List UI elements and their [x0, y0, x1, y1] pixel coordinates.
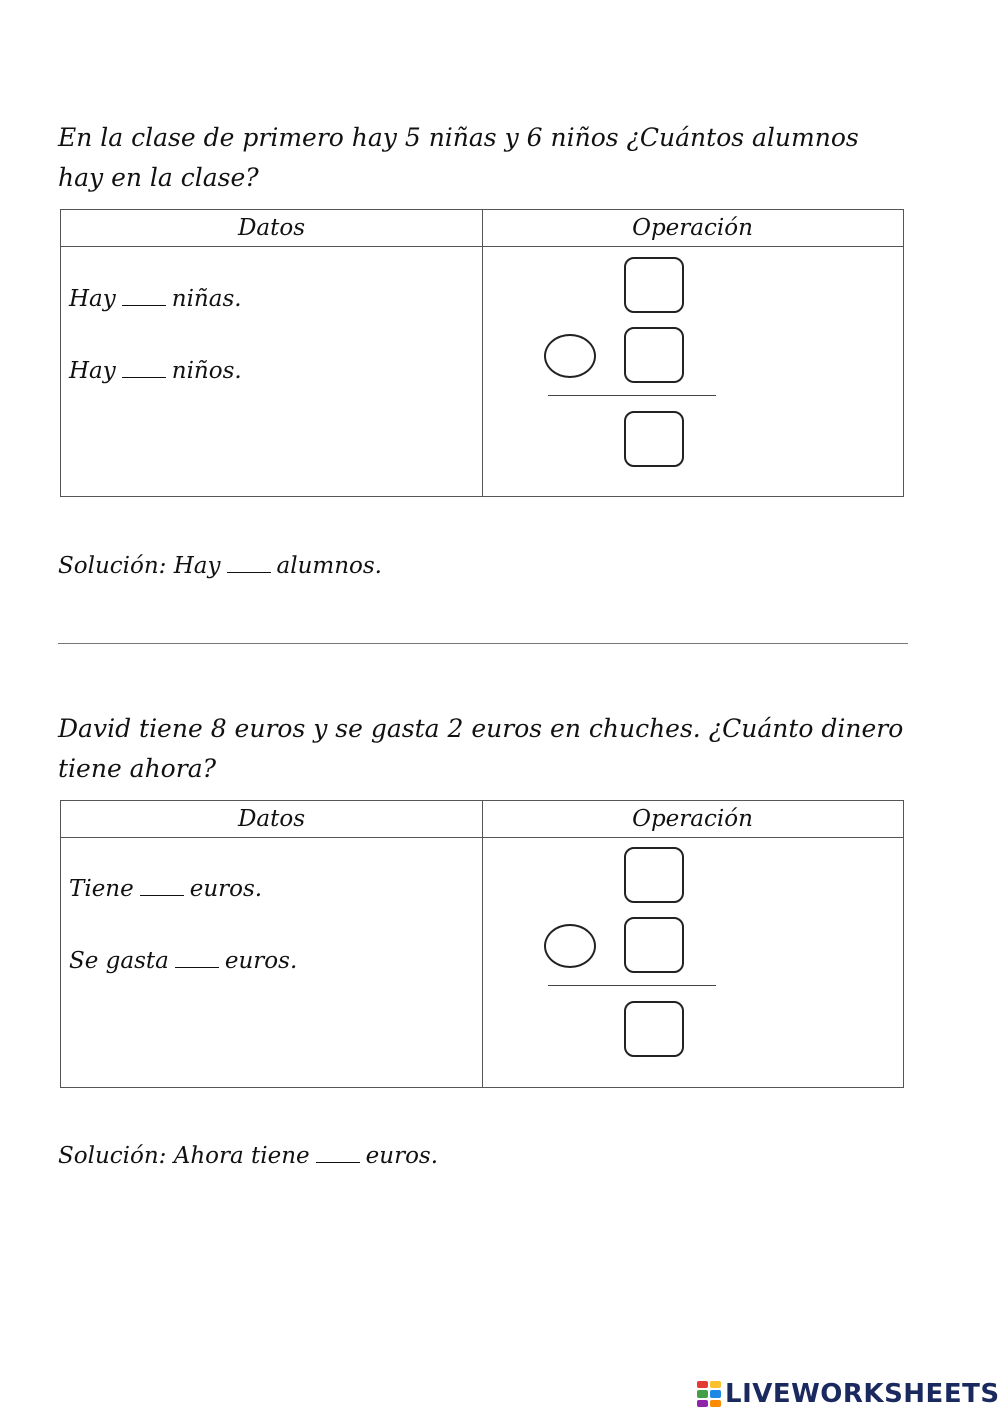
answer-blank[interactable] [316, 1144, 360, 1163]
operator-circle[interactable] [544, 334, 596, 378]
answer-blank[interactable] [175, 949, 219, 968]
operation-area [482, 247, 903, 496]
logo-mark-square [710, 1390, 721, 1397]
logo-mark-square [697, 1381, 708, 1388]
operand-box-top[interactable] [624, 257, 684, 313]
data-line-ninos: Hay niños. [69, 358, 242, 384]
liveworksheets-logo [697, 1378, 1000, 1410]
result-box[interactable] [624, 411, 684, 467]
problem2-table [60, 800, 904, 1088]
problem2-solution: Solución: Ahora tiene euros. [58, 1143, 439, 1169]
problem1-question: En la clase de primero hay 5 niñas y 6 niños ¿Cuántos alumnos hay en la clase? [58, 123, 859, 192]
answer-blank[interactable] [122, 359, 166, 378]
section-separator [58, 643, 908, 644]
logo-mark-square [697, 1400, 708, 1407]
operand-box-middle[interactable] [624, 917, 684, 973]
operand-box-top[interactable] [624, 847, 684, 903]
answer-blank[interactable] [227, 554, 271, 573]
operand-box-middle[interactable] [624, 327, 684, 383]
header-operacion: Operación [632, 806, 753, 832]
logo-text: LIVEWORKSHEETS [725, 1379, 1000, 1409]
logo-mark-icon [697, 1381, 721, 1407]
data-line-tiene: Tiene euros. [69, 876, 263, 902]
problem2-question: David tiene 8 euros y se gasta 2 euros en chuches. ¿Cuánto dinero tiene ahora? [58, 714, 904, 783]
operation-area [482, 838, 903, 1087]
sum-line [548, 985, 716, 986]
result-box[interactable] [624, 1001, 684, 1057]
logo-mark-square [697, 1390, 708, 1397]
data-line-gasta: Se gasta euros. [69, 948, 298, 974]
sum-line [548, 395, 716, 396]
header-datos: Datos [237, 806, 306, 832]
logo-mark-square [710, 1381, 721, 1388]
operator-circle[interactable] [544, 924, 596, 968]
problem1-table [60, 209, 904, 497]
header-operacion: Operación [632, 215, 753, 241]
problem1-solution: Solución: Hay alumnos. [58, 553, 382, 579]
logo-mark-square [710, 1400, 721, 1407]
header-datos: Datos [237, 215, 306, 241]
answer-blank[interactable] [140, 877, 184, 896]
data-line-ninas: Hay niñas. [69, 286, 242, 312]
answer-blank[interactable] [122, 287, 166, 306]
